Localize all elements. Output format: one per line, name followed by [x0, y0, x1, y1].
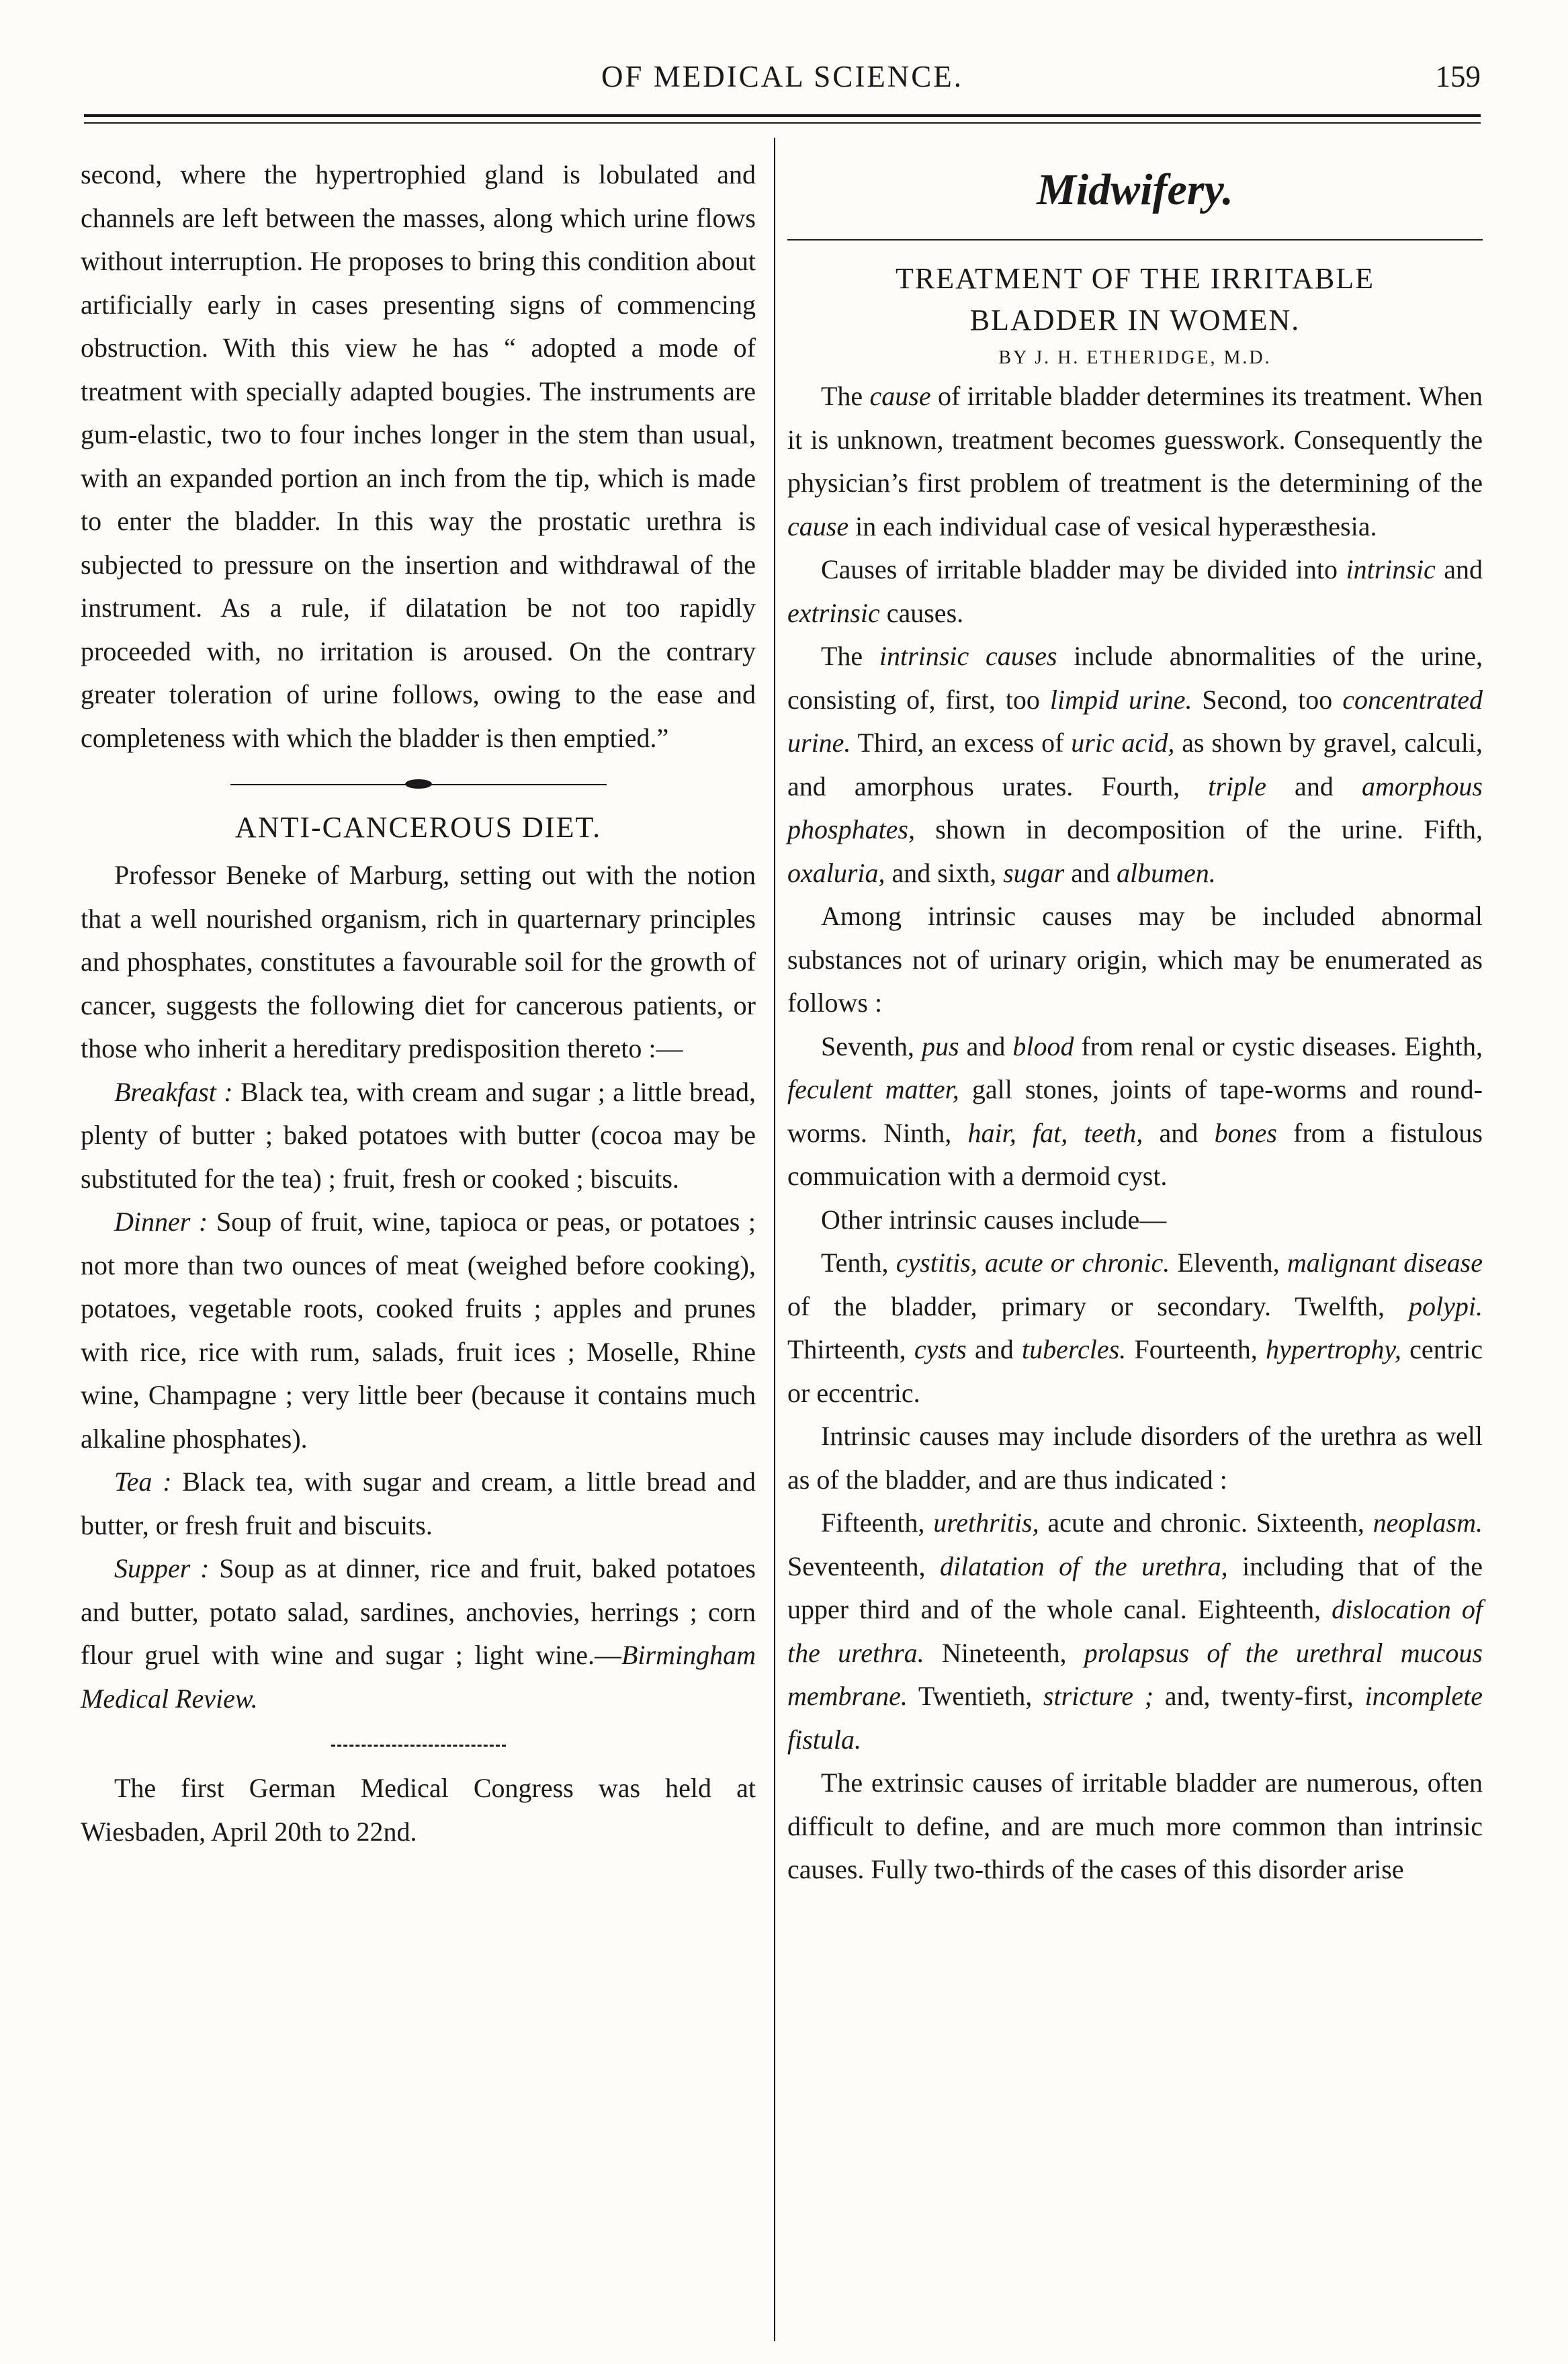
paragraph: Intrinsic causes may include disorders of the urethra as well as of the bladder, and are thus indicated : — [787, 1421, 1483, 1495]
paragraph: The extrinsic causes of irritable bladder are numerous, often difficult to define, and are much more common than intrinsic causes. Fully two-thirds of the cases of this disorder arise — [787, 1767, 1483, 1884]
left-column — [81, 153, 756, 1853]
page-number: 159 — [1435, 60, 1481, 93]
byline: BY J. H. ETHERIDGE, M.D. — [998, 347, 1272, 368]
diet-breakfast: Breakfast : Black tea, with cream and sugar ; a little bread, plenty of butter ; baked potatoes with butter (cocoa may be substituted for the tea) ; fruit, fresh or cooked ; biscuits. — [81, 1076, 756, 1194]
paragraph: Among intrinsic causes may be included abnormal substances not of urinary origin, which may be enumerated as follows : — [787, 901, 1483, 1018]
paragraph: Professor Beneke of Marburg, setting out with the notion that a well nourished organism, rich in quarternary principles and phosphates, constitutes a favourable soil for the growth of cancer, suggests the following diet for cancerous patients, or those who inherit a hereditary predisposition thereto :— — [81, 860, 756, 1063]
heading-rule — [787, 239, 1483, 240]
header-rule-thin — [84, 122, 1481, 124]
diet-tea: Tea : Black tea, with sugar and cream, a little bread and butter, or fresh fruit and biscuits. — [81, 1466, 756, 1540]
right-column — [787, 153, 1483, 1892]
meal-label: Tea : — [114, 1466, 172, 1497]
article-title-line-2: BLADDER IN WOMEN. — [969, 304, 1301, 337]
paragraph: Causes of irritable bladder may be divided into intrinsic and extrinsic causes. — [787, 554, 1483, 628]
paragraph: The first German Medical Congress was held at Wiesbaden, April 20th to 22nd. — [81, 1773, 756, 1847]
paragraph: Other intrinsic causes include— — [821, 1204, 1167, 1235]
diet-dinner: Dinner : Soup of fruit, wine, tapioca or peas, or potatoes ; not more than two ounces of meat (weighed before cooking), potatoes, vegetable roots, cooked fruits ; apples and prunes with rice, rice with rum, salads, fruit ices ; Moselle, Rhine wine, Champagne ; very little beer (because it contains much alkaline phosphates). — [81, 1207, 756, 1454]
section-ornament — [230, 784, 607, 785]
diet-supper: Supper : Soup as at dinner, rice and fruit, baked potatoes and butter, potato salad, sardines, anchovies, herrings ; corn flour gruel with wine and sugar ; light wine.—Birmingham Medical Review. — [81, 1553, 756, 1714]
header-rule — [84, 114, 1481, 117]
meal-label: Dinner : — [114, 1207, 208, 1237]
running-head: OF MEDICAL SCIENCE. — [601, 60, 964, 93]
section-heading: Midwifery. — [1037, 165, 1233, 214]
section-title: ANTI-CANCEROUS DIET. — [234, 811, 602, 844]
paragraph: Tenth, cystitis, acute or chronic. Eleventh, malignant disease of the bladder, primary or secondary. Twelfth, polypi. Thirteenth, cysts and tubercles. Fourteenth, hypertrophy, centric or eccentric. — [787, 1247, 1483, 1408]
column-divider — [774, 138, 775, 2341]
paragraph: Seventh, pus and blood from renal or cystic diseases. Eighth, feculent matter, gall stones, joints of tape-worms and round-worms. Ninth, hair, fat, teeth, and bones from a fistulous commuication with a dermoid cyst. — [787, 1031, 1483, 1191]
paragraph: Fifteenth, urethritis, acute and chronic. Sixteenth, neoplasm. Seventeenth, dilatation of the urethra, including that of the upper third and of the whole canal. Eighteenth, dislocation of the urethra. Nineteenth, prolapsus of the urethral mucous membrane. Twentieth, stricture ; and, twenty-first, incomplete fistula. — [787, 1507, 1483, 1755]
meal-label: Breakfast : — [114, 1076, 233, 1107]
paragraph: The cause of irritable bladder determines its treatment. When it is unknown, treatment becomes guesswork. Consequently the physician’s first problem of treatment is the determining of the cause in each individual case of vesical hyperæsthesia. — [787, 381, 1483, 541]
section-separator — [331, 1745, 506, 1747]
paragraph: The intrinsic causes include abnormalities of the urine, consisting of, first, too limpid urine. Second, too concentrated urine. Third, an excess of uric acid, as shown by gravel, calculi, and amorphous urates. Fourth, triple and amorphous phosphates, shown in decomposition of the urine. Fifth, oxaluria, and sixth, sugar and albumen. — [787, 641, 1483, 888]
meal-label: Supper : — [114, 1553, 210, 1583]
page-header — [84, 59, 1481, 106]
source-citation: Birmingham Medical Review. — [81, 1640, 756, 1714]
paragraph: second, where the hypertrophied gland is lobulated and channels are left between the masses, along which urine flows without interruption. He proposes to bring this condition about artificially early in cases presenting signs of commencing obstruction. With this view he has “ adopted a mode of treatment with specially adapted bougies. The instruments are gum-elastic, two to four inches longer in the stem than usual, with an expanded portion an inch from the tip, which is made to enter the bladder. In this way the prostatic urethra is subjected to pressure on the insertion and withdrawal of the instrument. As a rule, if dilatation be not too rapidly proceeded with, no irritation is aroused. On the contrary greater toleration of urine follows, owing to the ease and completeness with which the bladder is then emptied.” — [81, 159, 756, 753]
article-title-line-1: TREATMENT OF THE IRRITABLE — [896, 262, 1375, 295]
